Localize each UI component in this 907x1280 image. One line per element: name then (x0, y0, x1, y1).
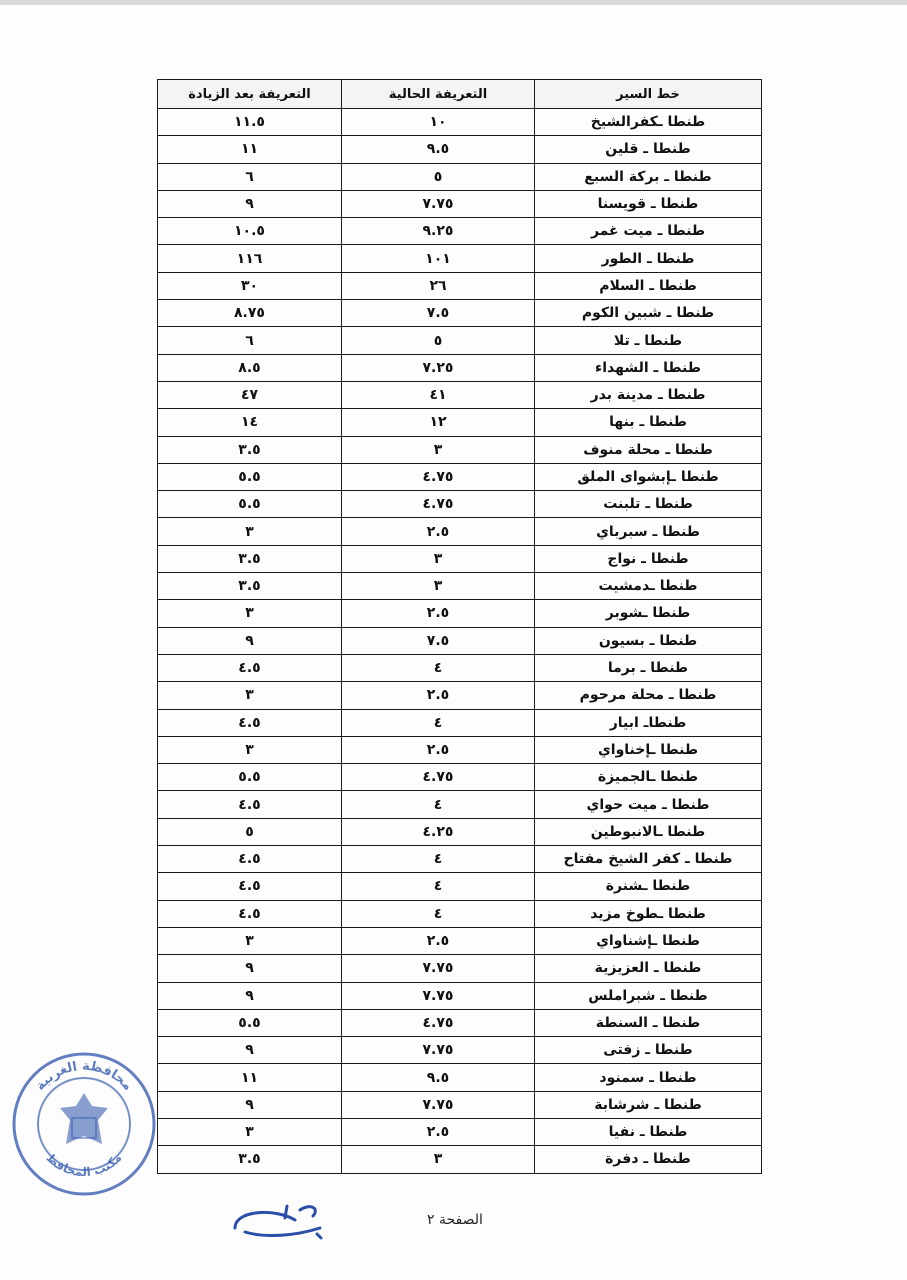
table-row (158, 709, 762, 736)
cell-new-fare: ٣.٥ (158, 436, 342, 463)
table-row (158, 736, 762, 763)
cell-new-fare: ١٠.٥ (158, 218, 342, 245)
cell-route: طنطا ـالانبوطين (535, 818, 762, 845)
table-row (158, 163, 762, 190)
cell-new-fare: ٣ (158, 1118, 342, 1145)
cell-route: طنطا ـدمشيت (535, 573, 762, 600)
cell-new-fare: ٣ (158, 736, 342, 763)
table-row (158, 927, 762, 954)
cell-route: طنطاـ ابيار (535, 709, 762, 736)
cell-route: طنطا ـ سمنود (535, 1064, 762, 1091)
table-row (158, 791, 762, 818)
cell-new-fare: ٣.٥ (158, 573, 342, 600)
cell-new-fare: ٣ (158, 518, 342, 545)
cell-new-fare: ٥.٥ (158, 463, 342, 490)
cell-route: طنطا ـ ميت حواي (535, 791, 762, 818)
scan-top-edge (0, 0, 907, 5)
cell-route: طنطا ـطوخ مزيد (535, 900, 762, 927)
table-row (158, 1064, 762, 1091)
cell-current-fare: ٤.٧٥ (342, 463, 535, 490)
cell-current-fare: ١٠ (342, 109, 535, 136)
table-row (158, 955, 762, 982)
svg-text:مكتب المحافظ: مكتب المحافظ (43, 1150, 125, 1180)
cell-new-fare: ٩ (158, 1037, 342, 1064)
cell-route: طنطا ـ برما (535, 654, 762, 681)
cell-route: طنطا ـ محلة مرحوم (535, 682, 762, 709)
cell-current-fare: ٧.٧٥ (342, 1091, 535, 1118)
cell-current-fare: ٧.٧٥ (342, 1037, 535, 1064)
cell-current-fare: ٢٦ (342, 272, 535, 299)
table-row (158, 545, 762, 572)
cell-current-fare: ٢.٥ (342, 600, 535, 627)
table-row (158, 463, 762, 490)
cell-new-fare: ١١ (158, 136, 342, 163)
cell-current-fare: ٤.٢٥ (342, 818, 535, 845)
cell-new-fare: ٩ (158, 955, 342, 982)
cell-route: طنطا ـ السنطة (535, 1009, 762, 1036)
svg-text:محافظة الغربية: محافظة الغربية (32, 1058, 136, 1094)
cell-route: طنطا ـ السلام (535, 272, 762, 299)
cell-route: طنطا ـ محلة منوف (535, 436, 762, 463)
cell-current-fare: ٧.٥ (342, 627, 535, 654)
cell-current-fare: ٢.٥ (342, 1118, 535, 1145)
table-row (158, 682, 762, 709)
cell-current-fare: ١٠١ (342, 245, 535, 272)
cell-current-fare: ٢.٥ (342, 736, 535, 763)
header-route: خط السير (535, 80, 762, 109)
cell-current-fare: ٢.٥ (342, 682, 535, 709)
cell-route: طنطا ـ شرشابة (535, 1091, 762, 1118)
cell-new-fare: ٤.٥ (158, 873, 342, 900)
fare-table (157, 79, 762, 1174)
cell-new-fare: ٤.٥ (158, 846, 342, 873)
cell-current-fare: ٢.٥ (342, 927, 535, 954)
table-row (158, 272, 762, 299)
cell-route: طنطا ـ نواج (535, 545, 762, 572)
table-row (158, 900, 762, 927)
table-row (158, 409, 762, 436)
cell-current-fare: ٥ (342, 327, 535, 354)
cell-route: طنطا ـ الطور (535, 245, 762, 272)
table-row (158, 381, 762, 408)
cell-new-fare: ٥ (158, 818, 342, 845)
table-row (158, 436, 762, 463)
cell-route: طنطا ـ شبين الكوم (535, 300, 762, 327)
cell-current-fare: ٧.٢٥ (342, 354, 535, 381)
cell-route: طنطا ـ قلين (535, 136, 762, 163)
cell-current-fare: ٤.٧٥ (342, 764, 535, 791)
cell-new-fare: ٥.٥ (158, 764, 342, 791)
signature (225, 1198, 335, 1243)
cell-current-fare: ٤.٧٥ (342, 1009, 535, 1036)
cell-current-fare: ٣ (342, 545, 535, 572)
cell-current-fare: ٩.٥ (342, 1064, 535, 1091)
table-row (158, 1037, 762, 1064)
table-row (158, 300, 762, 327)
cell-route: طنطا ـشنرة (535, 873, 762, 900)
cell-new-fare: ٨.٥ (158, 354, 342, 381)
table-row (158, 818, 762, 845)
cell-current-fare: ٩.٥ (342, 136, 535, 163)
cell-route: طنطا ـ العزيزية (535, 955, 762, 982)
cell-current-fare: ٤ (342, 709, 535, 736)
table-row (158, 764, 762, 791)
cell-new-fare: ٣.٥ (158, 545, 342, 572)
cell-route: طنطا ـ تلبنت (535, 491, 762, 518)
table-row (158, 982, 762, 1009)
cell-route: طنطا ـإشناواي (535, 927, 762, 954)
table-row (158, 1146, 762, 1173)
table-row (158, 354, 762, 381)
cell-current-fare: ٤ (342, 791, 535, 818)
cell-new-fare: ٩ (158, 1091, 342, 1118)
table-row (158, 190, 762, 217)
cell-new-fare: ٤.٥ (158, 709, 342, 736)
cell-current-fare: ٤ (342, 846, 535, 873)
table-row (158, 218, 762, 245)
cell-route: طنطا ـالجميزة (535, 764, 762, 791)
table-row (158, 491, 762, 518)
cell-current-fare: ٤١ (342, 381, 535, 408)
cell-route: طنطا ـ كفر الشيخ مفتاح (535, 846, 762, 873)
cell-new-fare: ٩ (158, 982, 342, 1009)
header-current-fare: التعريفة الحالية (342, 80, 535, 109)
cell-new-fare: ٦ (158, 327, 342, 354)
table-row (158, 1091, 762, 1118)
cell-route: طنطا ـ دفرة (535, 1146, 762, 1173)
cell-route: طنطا ـ بنها (535, 409, 762, 436)
cell-route: طنطا ـ تلا (535, 327, 762, 354)
cell-current-fare: ٧.٧٥ (342, 955, 535, 982)
cell-new-fare: ١١.٥ (158, 109, 342, 136)
table-row (158, 136, 762, 163)
cell-new-fare: ٤.٥ (158, 900, 342, 927)
cell-new-fare: ٣ (158, 927, 342, 954)
cell-current-fare: ٤ (342, 900, 535, 927)
cell-new-fare: ٥.٥ (158, 491, 342, 518)
cell-new-fare: ١١٦ (158, 245, 342, 272)
cell-new-fare: ١١ (158, 1064, 342, 1091)
cell-route: طنطا ـ قويسنا (535, 190, 762, 217)
page-number: الصفحة ٢ (427, 1212, 483, 1228)
table-row (158, 627, 762, 654)
cell-current-fare: ٢.٥ (342, 518, 535, 545)
cell-current-fare: ٣ (342, 1146, 535, 1173)
cell-current-fare: ٧.٧٥ (342, 982, 535, 1009)
cell-route: طنطا ـ بسيون (535, 627, 762, 654)
cell-new-fare: ٨.٧٥ (158, 300, 342, 327)
cell-current-fare: ٧.٧٥ (342, 190, 535, 217)
cell-new-fare: ٤.٥ (158, 654, 342, 681)
table-row (158, 518, 762, 545)
cell-new-fare: ٦ (158, 163, 342, 190)
table-row (158, 654, 762, 681)
governorate-stamp (8, 1048, 160, 1200)
table-row (158, 846, 762, 873)
table-row (158, 245, 762, 272)
cell-route: طنطا ـشوبر (535, 600, 762, 627)
cell-current-fare: ١٢ (342, 409, 535, 436)
table-row (158, 573, 762, 600)
cell-new-fare: ٥.٥ (158, 1009, 342, 1036)
cell-route: طنطا ـ سبرباي (535, 518, 762, 545)
cell-route: طنطا ـ زفتى (535, 1037, 762, 1064)
cell-current-fare: ٣ (342, 436, 535, 463)
cell-new-fare: ٣ (158, 682, 342, 709)
cell-route: طنطا ـ بركة السبع (535, 163, 762, 190)
cell-route: طنطا ـكفرالشيخ (535, 109, 762, 136)
table-row (158, 1009, 762, 1036)
cell-new-fare: ٤.٥ (158, 791, 342, 818)
table-row (158, 873, 762, 900)
table-row (158, 600, 762, 627)
cell-current-fare: ٤ (342, 873, 535, 900)
cell-route: طنطا ـ الشهداء (535, 354, 762, 381)
cell-new-fare: ٩ (158, 627, 342, 654)
table-row (158, 1118, 762, 1145)
cell-route: طنطا ـ نفيا (535, 1118, 762, 1145)
cell-current-fare: ٤.٧٥ (342, 491, 535, 518)
cell-route: طنطا ـإخناواي (535, 736, 762, 763)
header-new-fare: التعريفة بعد الزيادة (158, 80, 342, 109)
cell-current-fare: ٤ (342, 654, 535, 681)
cell-new-fare: ٤٧ (158, 381, 342, 408)
cell-current-fare: ٩.٢٥ (342, 218, 535, 245)
table-header-row (158, 80, 762, 109)
table-row (158, 327, 762, 354)
cell-route: طنطا ـ مدينة بدر (535, 381, 762, 408)
cell-route: طنطا ـ ميت غمر (535, 218, 762, 245)
cell-current-fare: ٥ (342, 163, 535, 190)
cell-new-fare: ٩ (158, 190, 342, 217)
cell-current-fare: ٧.٥ (342, 300, 535, 327)
cell-new-fare: ٣ (158, 600, 342, 627)
cell-new-fare: ٣٠ (158, 272, 342, 299)
cell-route: طنطا ـإبشواى الملق (535, 463, 762, 490)
cell-current-fare: ٣ (342, 573, 535, 600)
cell-new-fare: ١٤ (158, 409, 342, 436)
cell-new-fare: ٣.٥ (158, 1146, 342, 1173)
cell-route: طنطا ـ شبراملس (535, 982, 762, 1009)
table-row (158, 109, 762, 136)
